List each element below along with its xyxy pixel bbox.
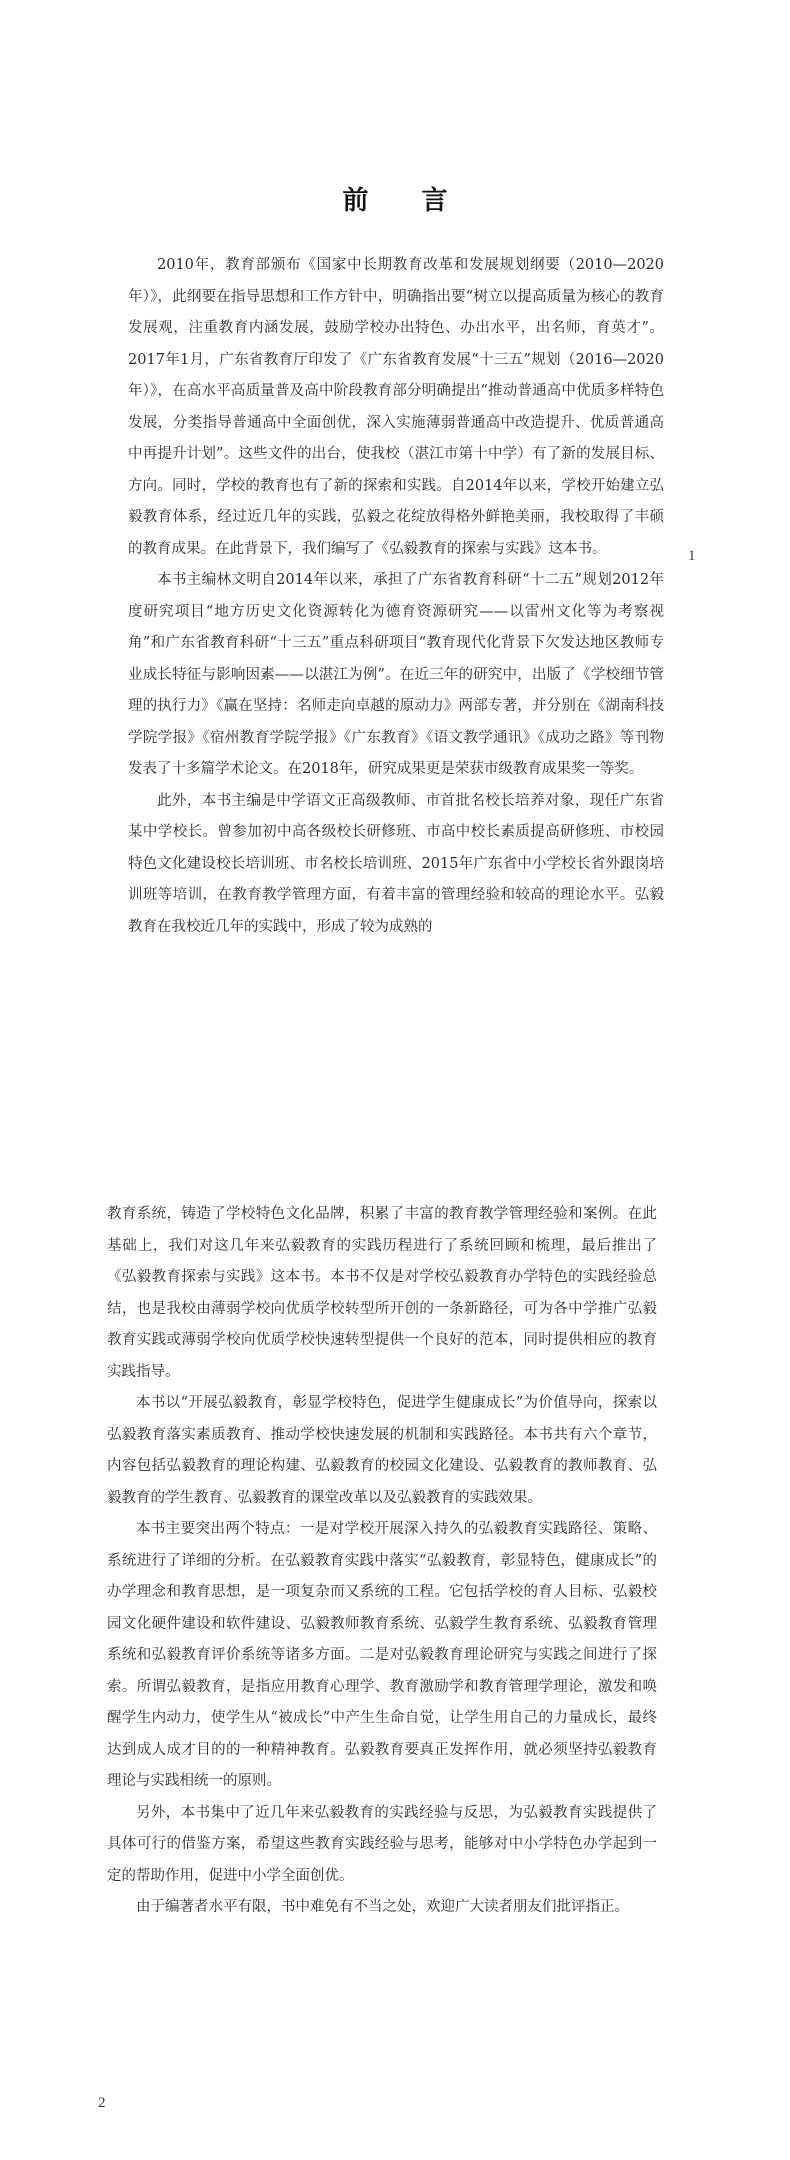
- paragraph: 此外，本书主编是中学语文正高级教师、市首批名校长培养对象，现任广东省某中学校长。曾参加初中高各级校长研修班、市高中校长素质提高研修班、市校园特色文化建设校长培训班、市名校长培训班、2015年广东省中小学校长省外跟岗培训班等培训，在教育教学管理方面，有着丰富的管理经验和较高的理论水平。弘毅教育在我校近几年的实践中，形成了较为成熟的: [128, 792, 664, 935]
- paragraph: 另外，本书集中了近几年来弘毅教育的实践经验与反思，为弘毅教育实践提供了具体可行的借鉴方案，希望这些教育实践经验与思考，能够对中小学特色办学起到一定的帮助作用，促进中小学全面创优。: [107, 1804, 657, 1884]
- page-number: 1: [688, 548, 696, 564]
- paragraph: 教育系统，铸造了学校特色文化品牌，积累了丰富的教育教学管理经验和案例。在此基础上，我们对这几年来弘毅教育的实践历程进行了系统回顾和梳理，最后推出了《弘毅教育探索与实践》这本书。本书不仅是对学校弘毅教育办学特色的实践经验总结，也是我校由薄弱学校向优质学校转型所开创的一条新路径，可为各中学推广弘毅教育实践或薄弱学校向优质学校快速转型提供一个良好的范本，同时提供相应的教育实践指导。: [107, 1206, 657, 1380]
- paragraph: 2010年，教育部颁布《国家中长期教育改革和发展规划纲要（2010—2020年）》，此纲要在指导思想和工作方针中，明确指出要“树立以提高质量为核心的教育发展观，注重教育内涵发展，鼓励学校办出特色、办出水平，出名师，育英才”。2017年1月，广东省教育厅印发了《广东省教育发展“十三五”规划（2016—2020年）》，在高水平高质量普及高中阶段教育部分明确提出“推动普通高中优质多样特色发展，分类指导普通高中全面创优，深入实施薄弱普通高中改造提升、优质普通高中再提升计划”。这些文件的出台，使我校（湛江市第十中学）有了新的发展目标、方向。同时，学校的教育也有了新的探索和实践。自2014年以来，学校开始建立弘毅教育体系，经过近几年的实践，弘毅之花绽放得格外鲜艳美丽，我校取得了丰硕的教育成果。在此背景下，我们编写了《弘毅教育的探索与实践》这本书。: [128, 257, 664, 557]
- page-2: [0, 1080, 790, 2160]
- paragraph: 本书主要突出两个特点：一是对学校开展深入持久的弘毅教育实践路径、策略、系统进行了详细的分析。在弘毅教育实践中落实“弘毅教育，彰显特色，健康成长”的办学理念和教育思想，是一项复杂而又系统的工程。它包括学校的育人目标、弘毅校园文化硬件建设和软件建设、弘毅教师教育系统、弘毅学生教育系统、弘毅教育管理系统和弘毅教育评价系统等诸多方面。二是对弘毅教育理论研究与实践之间进行了探索。所谓弘毅教育，是指应用教育心理学、教育激励学和教育管理学理论，激发和唤醒学生内动力，使学生从“被成长”中产生生命自觉，让学生用自己的力量成长，最终达到成人成才目的的一种精神教育。弘毅教育要真正发挥作用，就必须坚持弘毅教育理论与实践相统一的原则。: [107, 1521, 657, 1789]
- page-title: 前 言: [342, 186, 470, 216]
- paragraph: 本书主编林文明自2014年以来，承担了广东省教育科研“十二五”规划2012年度研究项目“地方历史文化资源转化为德育资源研究——以雷州文化等为考察视角”和广东省教育科研“十三五”重点科研项目“教育现代化背景下欠发达地区教师专业成长特征与影响因素——以湛江为例”。在近三年的研究中，出版了《学校细节管理的执行力》《赢在坚持：名师走向卓越的原动力》两部专著，并分别在《湖南科技学院学报》《宿州教育学院学报》《广东教育》《语文教学通讯》《成功之路》等刊物发表了十多篇学术论文。在2018年，研究成果更是荣获市级教育成果奖一等奖。: [128, 572, 664, 777]
- page-number: 2: [98, 2095, 106, 2111]
- page-1-body: [128, 250, 664, 943]
- page-2-body: [107, 1199, 657, 1924]
- paragraph: 由于编著者水平有限，书中难免有不当之处，欢迎广大读者朋友们批评指正。: [136, 1899, 629, 1915]
- paragraph: 本书以“开展弘毅教育，彰显学校特色，促进学生健康成长”为价值导向，探索以弘毅教育落实素质教育、推动学校快速发展的机制和实践路径。本书共有六个章节，内容包括弘毅教育的理论构建、弘毅教育的校园文化建设、弘毅教育的教师教育、弘毅教育的学生教育、弘毅教育的课堂改革以及弘毅教育的实践效果。: [107, 1395, 657, 1506]
